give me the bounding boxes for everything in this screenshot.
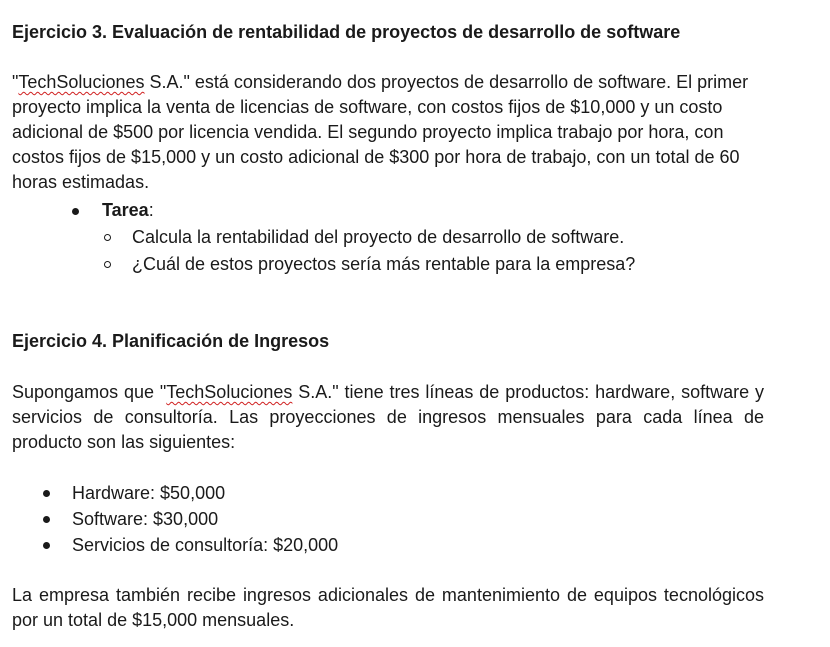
task-colon: :: [148, 200, 154, 220]
quote-open: ": [12, 72, 19, 92]
task-label-text: Tarea: [102, 200, 149, 220]
bullet-icon: [43, 516, 50, 523]
task-list: [0, 197, 780, 278]
exercise-3-title: Ejercicio 3. Evaluación de rentabilidad de proyectos de desarrollo de software: [12, 22, 681, 42]
closing-paragraph: La empresa también recibe ingresos adicionales de mantenimiento de equipos tecnológicos por un total de $15,000 mensuales.: [12, 585, 764, 630]
exercise-4-paragraph-start: Supongamos que ": [12, 382, 167, 402]
list-item: [0, 506, 700, 532]
task-label: [102, 197, 154, 224]
subtask-text: ¿Cuál de estos proyectos sería más rentable para la empresa?: [132, 254, 636, 274]
revenue-list: [0, 480, 700, 558]
list-item-text: Software: $30,000: [72, 509, 219, 529]
exercise-3-paragraph-text: S.A." está considerando dos proyectos de desarrollo de software. El primer proyecto implica la venta de licencias de software, con costos fijos de $10,000 y un costo adicional de $500 por licencia vendida. El segundo proyecto implica trabajo por hora, con costos fijos de $15,000 y un costo adicional de $300 por hora de trabajo, con un total de 60 horas estimadas.: [12, 72, 749, 192]
list-item-text: Hardware: $50,000: [72, 483, 226, 503]
exercise-3-paragraph: [12, 70, 764, 195]
list-item: [0, 480, 700, 506]
circle-bullet-icon: [104, 234, 111, 241]
circle-bullet-icon: [104, 261, 111, 268]
bullet-icon: [72, 208, 79, 215]
exercise-4-title: Ejercicio 4. Planificación de Ingresos: [12, 331, 330, 351]
bullet-icon: [43, 490, 50, 497]
exercise-4-paragraph-text: S.A." tiene tres líneas de productos: hardware, software y servicios de consultoría. Las proyecciones de ingresos mensuales para cada línea de producto son las siguientes:: [12, 382, 765, 452]
company-name-spellcheck: TechSoluciones: [166, 382, 293, 402]
list-item-text: Servicios de consultoría: $20,000: [72, 535, 339, 555]
task-item: [0, 197, 780, 224]
company-name-spellcheck: TechSoluciones: [18, 72, 145, 92]
subtask-text: Calcula la rentabilidad del proyecto de desarrollo de software.: [132, 227, 625, 247]
subtask-item: [0, 251, 780, 278]
bullet-icon: [43, 542, 50, 549]
exercise-4-paragraph: [12, 380, 764, 455]
list-item: [0, 532, 700, 558]
subtask-item: [0, 224, 780, 251]
